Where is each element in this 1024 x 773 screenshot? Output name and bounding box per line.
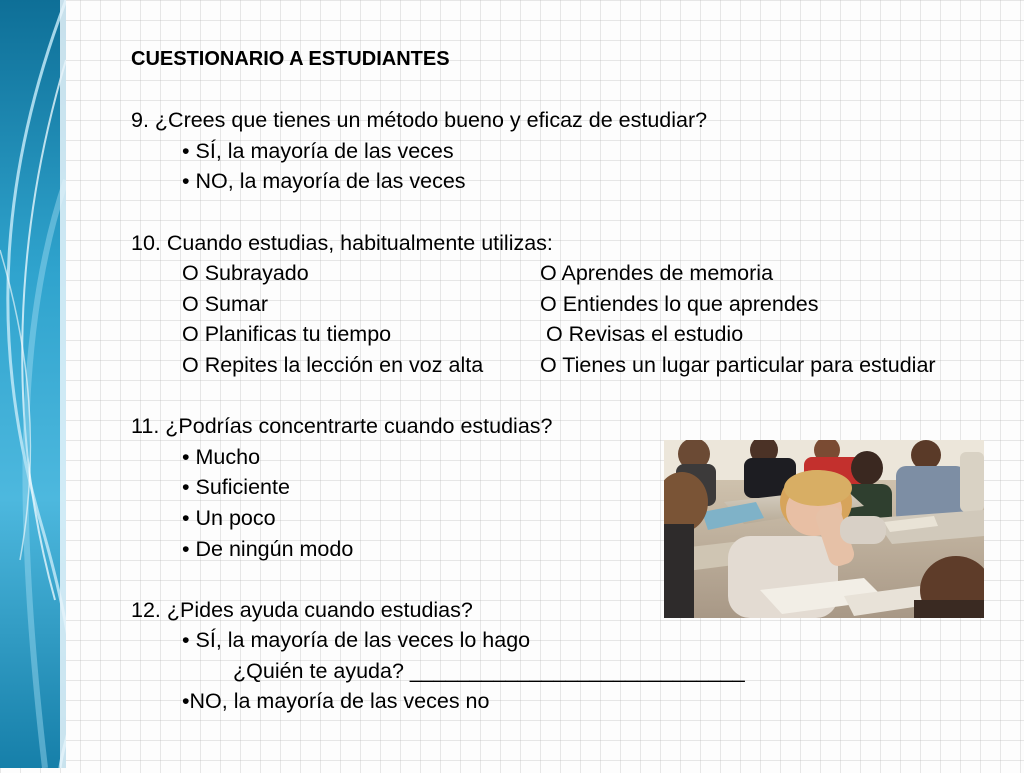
q10-option-row: [131, 289, 1001, 320]
q10-option-underline: O Subrayado: [182, 261, 309, 286]
question-9: 9. ¿Crees que tienes un método bueno y eficaz de estudiar?: [131, 108, 708, 133]
q10-option-review: O Revisas el estudio: [540, 322, 744, 347]
q12-option-yes: • SÍ, la mayoría de las veces lo hago: [182, 628, 531, 653]
q10-option-row: [131, 350, 1001, 381]
spacer: [131, 75, 1001, 106]
q10-option-plan-time: O Planificas tu tiempo: [182, 322, 392, 347]
question-11: 11. ¿Podrías concentrarte cuando estudias?: [131, 414, 553, 439]
q12-option-no: •NO, la mayoría de las veces no: [182, 689, 490, 714]
q11-option-none: • De ningún modo: [182, 536, 354, 561]
q10-option-summarize: O Sumar: [182, 291, 269, 316]
q10-option-memorize: O Aprendes de memoria: [540, 261, 774, 286]
students-studying-photo: [664, 440, 984, 618]
q12-who-helps: ¿Quién te ayuda? ____________________________: [233, 658, 745, 683]
q11-option-much: • Mucho: [182, 444, 261, 469]
q10-option-understand: O Entiendes lo que aprendes: [540, 291, 819, 316]
q10-option-repeat-aloud: O Repites la lección en voz alta: [182, 352, 484, 377]
page-title: CUESTIONARIO A ESTUDIANTES: [131, 48, 450, 70]
decorative-side-band: [0, 0, 66, 768]
question-12: 12. ¿Pides ayuda cuando estudias?: [131, 597, 473, 622]
classroom-photo-illustration: [664, 440, 984, 618]
side-band-graphic: [0, 0, 66, 768]
question-10: 10. Cuando estudias, habitualmente utilizas:: [131, 230, 553, 255]
spacer: [131, 381, 1001, 412]
spacer: [131, 197, 1001, 228]
q9-option-no: • NO, la mayoría de las veces: [182, 169, 466, 194]
q11-option-little: • Un poco: [182, 505, 276, 530]
q11-option-enough: • Suficiente: [182, 475, 290, 500]
q10-option-study-place: O Tienes un lugar particular para estudiar: [540, 352, 936, 377]
q9-option-yes: • SÍ, la mayoría de las veces: [182, 138, 454, 163]
q10-option-row: [131, 319, 1001, 350]
q10-option-row: [131, 258, 1001, 289]
